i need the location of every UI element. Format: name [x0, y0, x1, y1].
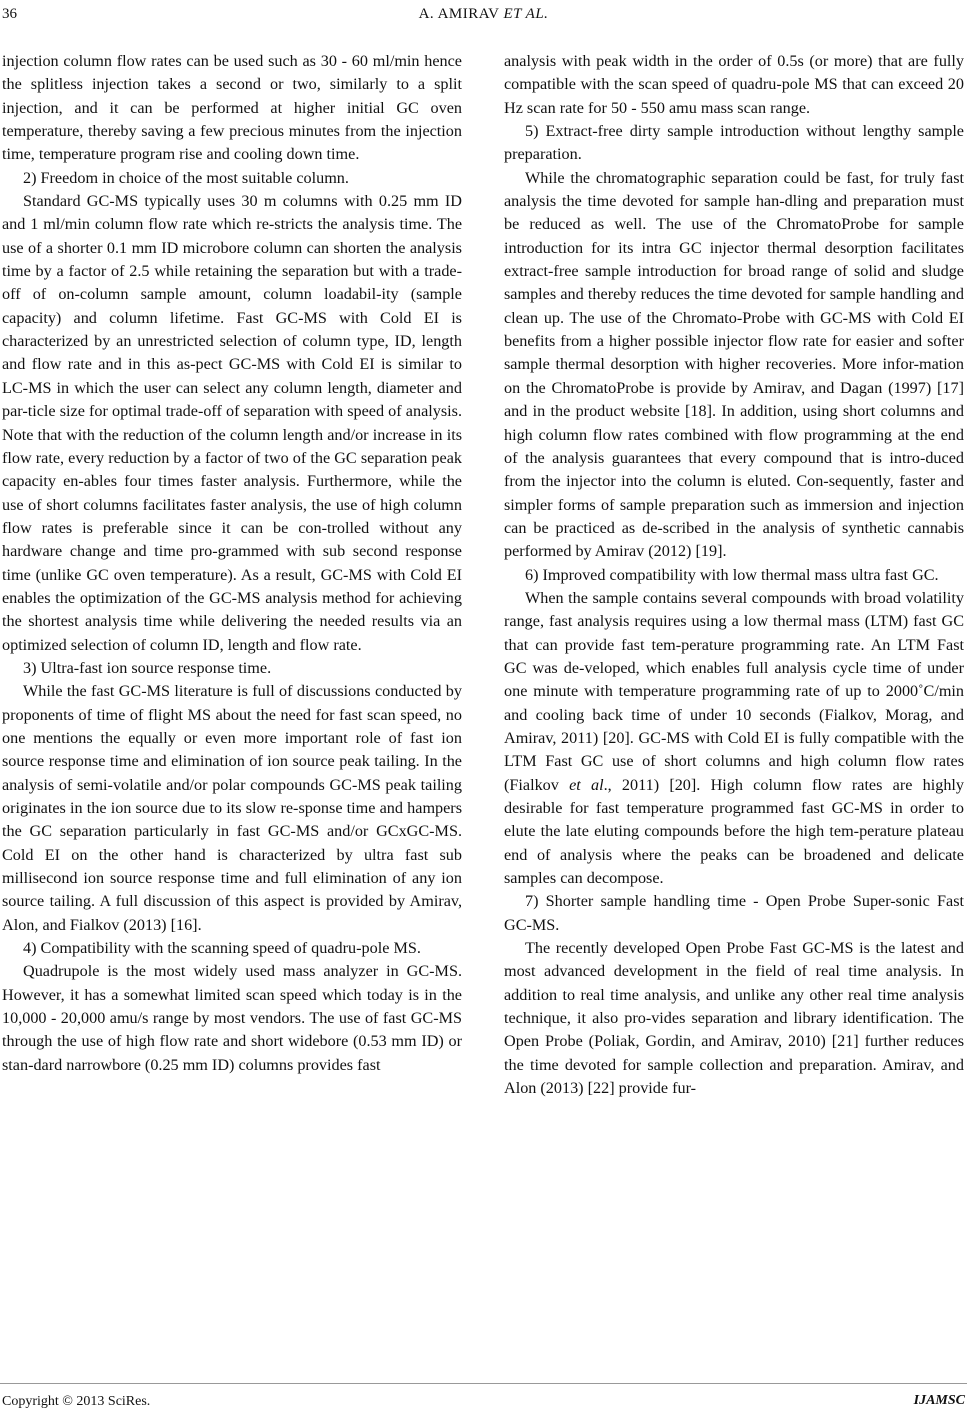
journal-name: IJAMSC	[913, 1393, 965, 1408]
paragraph: 4) Compatibility with the scanning speed of quadru-pole MS.	[23, 939, 421, 958]
et-al-italic: et al	[569, 775, 604, 794]
paragraph: 3) Ultra-fast ion source response time.	[23, 658, 272, 677]
running-head-authors: A. AMIRAV	[418, 6, 500, 22]
right-column	[504, 50, 964, 1100]
running-head-etal: ET AL.	[503, 6, 549, 22]
running-head	[0, 6, 967, 23]
paragraph: injection column flow rates can be used such as 30 - 60 ml/min hence the splitless injection takes a second or two, similarly to a split injection, and it can be performed at higher initial GC oven temperature, thereby saving a few precious minutes from the injection time, temperature program rise and cooling down time.	[2, 52, 462, 164]
footer-rule	[0, 1383, 967, 1384]
paragraph: 5) Extract-free dirty sample introduction without lengthy sample preparation.	[504, 122, 964, 164]
page-number: 36	[2, 6, 17, 22]
left-column	[2, 50, 462, 1077]
paragraph: Standard GC-MS typically uses 30 m columns with 0.25 mm ID and 1 ml/min column flow rate which re-stricts the analysis time. The use of a shorter 0.1 mm ID microbore column can shorten the analysis time by a factor of 2.5 while retaining the separation but with a trade-off of on-column sample amount, column loadabil-ity (sample capacity) and column lifetime. Fast GC-MS with Cold EI is characterized by an unrestricted selection of column type, ID, length and flow rate and in this as-pect GC-MS with Cold EI is similar to LC-MS in which the user can select any column length, diameter and par-ticle size for optimal trade-off of separation with speed of analysis. Note that with the reduction of the column length and/or increase in its flow rate, every reduction by a factor of two of the GC separation peak capacity en-ables four times faster analysis. Furthermore, while the use of short columns facilitates faster analysis, the use of high column flow rates is preferable since it can be con-trolled without any hardware change and time pro-grammed with sub second response time (unlike GC oven temperature). As a result, GC-MS with Cold EI enables the optimization of the GC-MS analysis method for achieving the shortest analysis time while delivering the needed results via an optimized selection of column ID, length and flow rate.	[2, 192, 462, 654]
paragraph-text: When the sample contains several compounds with broad volatility range, fast analysis requires using a low thermal mass (LTM) fast GC that can provide fast tem-perature programming rate. An LTM Fast GC was de-veloped, which enables full analysis cycle time of under one minute with temperature programming rate of up to 2000˚C/min and cooling back time of under 10 seconds (Fialkov, Morag, and Amirav, 2011) [20]. GC-MS with Cold EI is fully compatible with the LTM Fast GC use of short columns and high column flow rates (Fialkov	[504, 588, 964, 794]
paragraph: The recently developed Open Probe Fast GC-MS is the latest and most advanced development in the field of real time analysis. In addition to real time analysis, and unlike any other real time analysis technique, it also pro-vides separation and library identification. The Open Probe (Poliak, Gordin, and Amirav, 2010) [21] further reduces the time devoted for sample collection and preparation. Amirav, and Alon (2013) [22] provide fur-	[504, 939, 964, 1098]
paragraph: While the fast GC-MS literature is full of discussions conducted by proponents of time of flight MS about the need for fast scan speed, no one mentions the equally or even more important role of fast ion source response time and elimination of ion source peak tailing. In the analysis of semi-volatile and/or polar compounds GC-MS peak tailing originates in the ion source due to its slow re-sponse time and hampers the GC separation particularly in fast GC-MS and/or GCxGC-MS. Cold EI on the other hand is characterized by ultra fast sub millisecond ion source response time and full elimination of any ion source tailing. A full discussion of this aspect is provided by Amirav, Alon, and Fialkov (2013) [16].	[2, 682, 462, 934]
paragraph: Quadrupole is the most widely used mass analyzer in GC-MS. However, it has a somewhat limited scan speed which today is in the 10,000 - 20,000 amu/s range by most vendors. The use of fast GC-MS through the use of high flow rate and short widebore (0.53 mm ID) or stan-dard narrowbore (0.25 mm ID) columns provides fast	[2, 962, 462, 1074]
paragraph: 2) Freedom in choice of the most suitable column.	[23, 168, 349, 187]
paragraph: 7) Shorter sample handling time - Open Probe Super-sonic Fast GC-MS.	[504, 892, 964, 934]
paragraph: analysis with peak width in the order of 0.5s (or more) that are fully compatible with the scan speed of quadru-pole MS that can exceed 20 Hz scan rate for 50 - 550 amu mass scan range.	[504, 52, 964, 117]
copyright: Copyright © 2013 SciRes.	[2, 1394, 151, 1409]
paragraph-text-continued: ., 2011) [20]. High column flow rates are highly desirable for fast temperature programmed fast GC-MS in order to elute the late eluting compounds before the high tem-perature plateau end of analysis where the peaks can be broadened and delicate samples can decompose.	[504, 775, 965, 888]
paragraph: 6) Improved compatibility with low thermal mass ultra fast GC.	[525, 565, 939, 584]
page-header	[0, 0, 967, 32]
paragraph: While the chromatographic separation could be fast, for truly fast analysis the time devoted for sample han-dling and preparation must be reduced as well. The use of the ChromatoProbe for sample introduction for its intra GC injector thermal desorption facilitates extract-free sample introduction for broad range of solid and sludge samples and thereby reduces the time devoted for sample handling and clean up. The use of the Chromato-Probe with GC-MS with Cold EI benefits from a higher possible injector flow rate for easier and softer sample thermal desorption with higher recoveries. More infor-mation on the ChromatoProbe is provide by Amirav, and Dagan (1997) [17] and in the product website [18]. In addition, using short columns and high column flow rates combined with flow programming at the end of the analysis guarantees that every compound that is intro-duced from the injector into the column is eluted. Con-sequently, faster and simpler forms of sample preparation such as immersion and injection can be practiced as de-scribed in the analysis of synthetic cannabis performed by Amirav (2012) [19].	[504, 168, 964, 561]
paragraph	[504, 587, 964, 890]
